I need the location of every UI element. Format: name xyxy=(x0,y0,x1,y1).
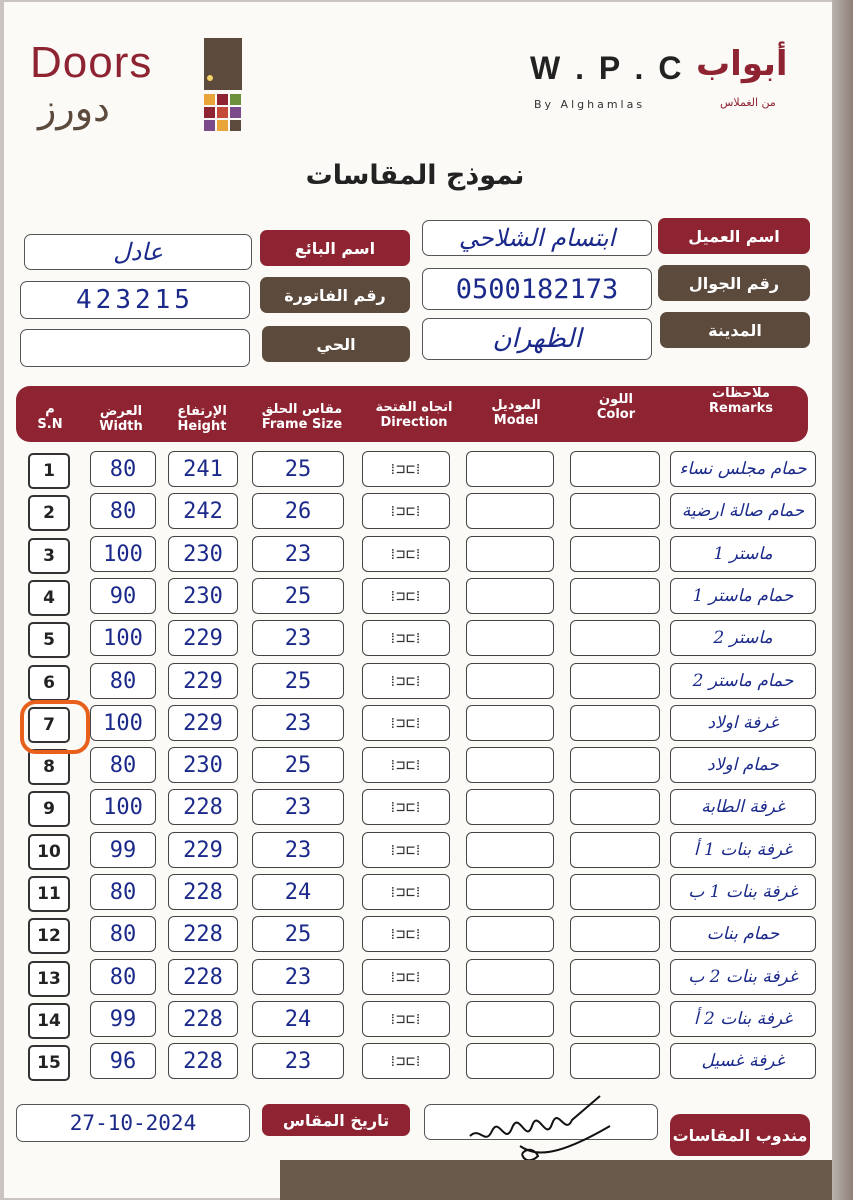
header-model: الموديل Model xyxy=(491,398,541,428)
sn-cell: 1 xyxy=(28,453,70,489)
sn-cell: 12 xyxy=(28,918,70,954)
width-cell[interactable]: 80 xyxy=(90,959,156,995)
remarks-cell[interactable]: حمام ماستر 2 xyxy=(670,663,816,699)
row-7-highlight xyxy=(20,700,90,754)
sn-cell: 14 xyxy=(28,1003,70,1039)
direction-cell[interactable]: ⁞⊐⊏⁞ xyxy=(362,959,450,995)
color-cell[interactable] xyxy=(570,493,660,529)
width-cell[interactable]: 100 xyxy=(90,789,156,825)
frame-cell[interactable]: 25 xyxy=(252,916,344,952)
doors-logo-arabic: دورز xyxy=(38,86,110,130)
customer-name-label: اسم العميل xyxy=(658,218,810,254)
width-cell[interactable]: 90 xyxy=(90,578,156,614)
table-row xyxy=(0,916,853,952)
width-cell[interactable]: 99 xyxy=(90,1001,156,1037)
table-row xyxy=(0,493,853,529)
city-label: المدينة xyxy=(660,312,810,348)
height-cell[interactable]: 230 xyxy=(168,536,238,572)
seller-name-field[interactable] xyxy=(24,234,252,270)
color-cell[interactable] xyxy=(570,747,660,783)
direction-cell[interactable]: ⁞⊐⊏⁞ xyxy=(362,451,450,487)
height-cell[interactable]: 228 xyxy=(168,1043,238,1079)
table-row xyxy=(0,620,853,656)
invoice-value: 423215 xyxy=(76,285,194,315)
direction-cell[interactable]: ⁞⊐⊏⁞ xyxy=(362,1001,450,1037)
seller-name-value: عادل xyxy=(113,238,163,266)
table-header xyxy=(16,386,808,442)
sn-cell: 5 xyxy=(28,622,70,658)
width-cell[interactable]: 100 xyxy=(90,705,156,741)
direction-cell[interactable]: ⁞⊐⊏⁞ xyxy=(362,874,450,910)
model-cell[interactable] xyxy=(466,1001,554,1037)
frame-cell[interactable]: 26 xyxy=(252,493,344,529)
height-cell[interactable]: 242 xyxy=(168,493,238,529)
model-cell[interactable] xyxy=(466,493,554,529)
frame-cell[interactable]: 25 xyxy=(252,451,344,487)
table-row xyxy=(0,451,853,487)
width-cell[interactable]: 96 xyxy=(90,1043,156,1079)
header-width: العرض Width xyxy=(99,404,143,434)
height-cell[interactable]: 228 xyxy=(168,916,238,952)
mobile-label: رقم الجوال xyxy=(658,265,810,301)
model-cell[interactable] xyxy=(466,789,554,825)
direction-cell[interactable]: ⁞⊐⊏⁞ xyxy=(362,916,450,952)
table-row xyxy=(0,789,853,825)
width-cell[interactable]: 100 xyxy=(90,620,156,656)
date-value: 27-10-2024 xyxy=(69,1111,197,1135)
remarks-cell[interactable]: حمام بنات xyxy=(670,916,816,952)
sn-cell: 3 xyxy=(28,538,70,574)
mobile-value: 0500182173 xyxy=(455,273,619,305)
remarks-cell[interactable]: غرفة بنات 2 ب xyxy=(670,959,816,995)
frame-cell[interactable]: 23 xyxy=(252,789,344,825)
direction-cell[interactable]: ⁞⊐⊏⁞ xyxy=(362,493,450,529)
color-cell[interactable] xyxy=(570,874,660,910)
frame-cell[interactable]: 23 xyxy=(252,536,344,572)
district-label: الحي xyxy=(262,326,410,362)
table-row xyxy=(0,1001,853,1037)
table-row xyxy=(0,832,853,868)
width-cell[interactable]: 100 xyxy=(90,536,156,572)
sn-cell: 4 xyxy=(28,580,70,616)
table-row xyxy=(0,1043,853,1079)
remarks-cell[interactable]: حمام ماستر 1 xyxy=(670,578,816,614)
frame-cell[interactable]: 23 xyxy=(252,832,344,868)
height-cell[interactable]: 229 xyxy=(168,705,238,741)
width-cell[interactable]: 80 xyxy=(90,663,156,699)
remarks-cell[interactable]: ماستر 1 xyxy=(670,536,816,572)
color-cell[interactable] xyxy=(570,1001,660,1037)
model-cell[interactable] xyxy=(466,959,554,995)
door-icon xyxy=(202,38,244,134)
frame-cell[interactable]: 25 xyxy=(252,663,344,699)
header-direction: اتجاه الفتحة Direction xyxy=(375,400,453,430)
model-cell[interactable] xyxy=(466,1043,554,1079)
frame-cell[interactable]: 25 xyxy=(252,578,344,614)
sn-cell: 7 xyxy=(28,707,70,743)
remarks-cell[interactable]: غرفة بنات 2 أ xyxy=(670,1001,816,1037)
color-cell[interactable] xyxy=(570,1043,660,1079)
footer-band xyxy=(280,1160,832,1200)
wpc-logo-arabic: أبواب xyxy=(696,44,788,84)
height-cell[interactable]: 228 xyxy=(168,874,238,910)
height-cell[interactable]: 229 xyxy=(168,832,238,868)
width-cell[interactable]: 99 xyxy=(90,832,156,868)
header-remarks: ملاحظات Remarks xyxy=(709,386,773,416)
sn-cell: 9 xyxy=(28,791,70,827)
remarks-cell[interactable]: غرفة بنات 1 أ xyxy=(670,832,816,868)
table-row xyxy=(0,536,853,572)
height-cell[interactable]: 229 xyxy=(168,620,238,656)
height-cell[interactable]: 229 xyxy=(168,663,238,699)
model-cell[interactable] xyxy=(466,832,554,868)
model-cell[interactable] xyxy=(466,747,554,783)
model-cell[interactable] xyxy=(466,620,554,656)
signature-image xyxy=(460,1086,630,1166)
table-row xyxy=(0,747,853,783)
city-field[interactable] xyxy=(422,318,652,360)
table-row xyxy=(0,663,853,699)
remarks-cell[interactable]: ماستر 2 xyxy=(670,620,816,656)
model-cell[interactable] xyxy=(466,536,554,572)
remarks-cell[interactable]: حمام اولاد xyxy=(670,747,816,783)
frame-cell[interactable]: 23 xyxy=(252,620,344,656)
doors-logo xyxy=(30,38,260,138)
frame-cell[interactable]: 24 xyxy=(252,874,344,910)
wpc-tagline-en: By Alghamlas xyxy=(534,98,646,111)
width-cell[interactable]: 80 xyxy=(90,747,156,783)
sn-cell: 8 xyxy=(28,749,70,785)
table-row xyxy=(0,705,853,741)
sn-cell: 13 xyxy=(28,961,70,997)
color-cell[interactable] xyxy=(570,959,660,995)
remarks-cell[interactable]: غرفة بنات 1 ب xyxy=(670,874,816,910)
model-cell[interactable] xyxy=(466,705,554,741)
direction-cell[interactable]: ⁞⊐⊏⁞ xyxy=(362,789,450,825)
color-cell[interactable] xyxy=(570,663,660,699)
height-cell[interactable]: 230 xyxy=(168,578,238,614)
seller-name-label: اسم البائع xyxy=(260,230,410,266)
height-cell[interactable]: 228 xyxy=(168,789,238,825)
direction-cell[interactable]: ⁞⊐⊏⁞ xyxy=(362,536,450,572)
direction-cell[interactable]: ⁞⊐⊏⁞ xyxy=(362,747,450,783)
table-row xyxy=(0,959,853,995)
remarks-cell[interactable]: غرفة غسيل xyxy=(670,1043,816,1079)
model-cell[interactable] xyxy=(466,874,554,910)
direction-cell[interactable]: ⁞⊐⊏⁞ xyxy=(362,663,450,699)
city-value: الظهران xyxy=(492,324,582,354)
frame-cell[interactable]: 23 xyxy=(252,959,344,995)
remarks-cell[interactable]: غرفة الطابة xyxy=(670,789,816,825)
color-cell[interactable] xyxy=(570,789,660,825)
header-sn: م S.N xyxy=(37,402,63,432)
sn-cell: 11 xyxy=(28,876,70,912)
table-row xyxy=(0,578,853,614)
sn-cell: 6 xyxy=(28,665,70,701)
color-cell[interactable] xyxy=(570,536,660,572)
wpc-logo xyxy=(520,40,820,120)
frame-cell[interactable]: 24 xyxy=(252,1001,344,1037)
sn-cell: 2 xyxy=(28,495,70,531)
color-cell[interactable] xyxy=(570,705,660,741)
model-cell[interactable] xyxy=(466,578,554,614)
color-cell[interactable] xyxy=(570,578,660,614)
direction-cell[interactable]: ⁞⊐⊏⁞ xyxy=(362,578,450,614)
date-label: تاريخ المقاس xyxy=(262,1104,410,1136)
date-field[interactable] xyxy=(16,1104,250,1142)
model-cell[interactable] xyxy=(466,451,554,487)
doors-logo-text: Doors xyxy=(30,38,153,87)
form-title: نموذج المقاسات xyxy=(305,160,525,191)
width-cell[interactable]: 80 xyxy=(90,451,156,487)
remarks-cell[interactable]: غرفة اولاد xyxy=(670,705,816,741)
remarks-cell[interactable]: حمام مجلس نساء xyxy=(670,451,816,487)
width-cell[interactable]: 80 xyxy=(90,493,156,529)
table-row xyxy=(0,874,853,910)
frame-cell[interactable]: 23 xyxy=(252,1043,344,1079)
width-cell[interactable]: 80 xyxy=(90,874,156,910)
height-cell[interactable]: 230 xyxy=(168,747,238,783)
color-cell[interactable] xyxy=(570,451,660,487)
district-value xyxy=(21,330,249,366)
sn-cell: 15 xyxy=(28,1045,70,1081)
sn-cell: 10 xyxy=(28,834,70,870)
header-color: اللون Color xyxy=(596,392,636,422)
direction-cell[interactable]: ⁞⊐⊏⁞ xyxy=(362,705,450,741)
width-cell[interactable]: 80 xyxy=(90,916,156,952)
direction-cell[interactable]: ⁞⊐⊏⁞ xyxy=(362,1043,450,1079)
color-cell[interactable] xyxy=(570,832,660,868)
color-cell[interactable] xyxy=(570,620,660,656)
color-cell[interactable] xyxy=(570,916,660,952)
rep-label: مندوب المقاسات xyxy=(670,1114,810,1156)
mobile-field[interactable] xyxy=(422,268,652,310)
height-cell[interactable]: 228 xyxy=(168,1001,238,1037)
model-cell[interactable] xyxy=(466,916,554,952)
header-height: الإرتفاع Height xyxy=(177,404,227,434)
invoice-label: رقم الفاتورة xyxy=(260,277,410,313)
customer-name-field[interactable] xyxy=(422,220,652,256)
customer-name-value: ابتسام الشلاحي xyxy=(458,224,616,252)
header-frame-size: مقاس الحلق Frame Size xyxy=(261,402,343,432)
frame-cell[interactable]: 25 xyxy=(252,747,344,783)
height-cell[interactable]: 241 xyxy=(168,451,238,487)
district-field[interactable] xyxy=(20,329,250,367)
invoice-field[interactable] xyxy=(20,281,250,319)
frame-cell[interactable]: 23 xyxy=(252,705,344,741)
wpc-tagline-ar: من الغملاس xyxy=(720,96,776,109)
direction-cell[interactable]: ⁞⊐⊏⁞ xyxy=(362,832,450,868)
model-cell[interactable] xyxy=(466,663,554,699)
remarks-cell[interactable]: حمام صالة ارضية xyxy=(670,493,816,529)
height-cell[interactable]: 228 xyxy=(168,959,238,995)
wpc-logo-text: W . P . C xyxy=(530,50,685,86)
direction-cell[interactable]: ⁞⊐⊏⁞ xyxy=(362,620,450,656)
